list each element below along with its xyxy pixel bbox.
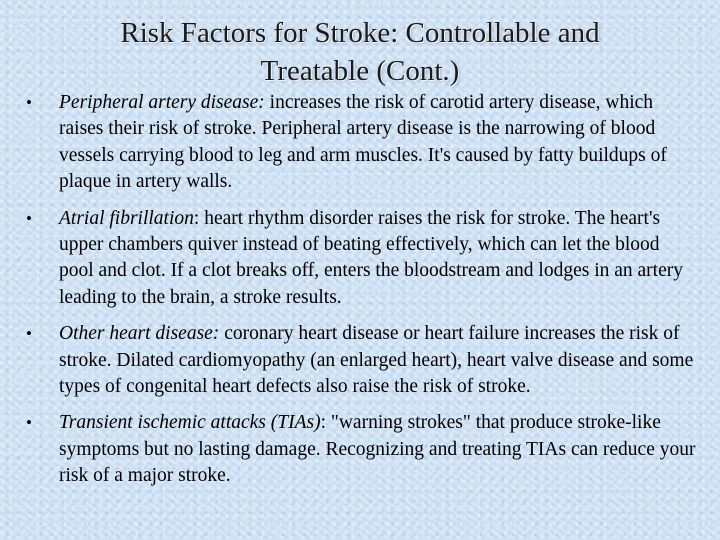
bullet-text: increases the risk of carotid artery disease, which raises their risk of stroke. Peripheral artery disease is the narrowing of blood vessels carrying blood to leg and arm muscles. It's caused by fatty buildups of plaque in artery walls. xyxy=(59,92,667,193)
bullet-text: : heart rhythm disorder raises the risk for stroke. The heart's upper chambers quiver instead of beating effectively, which can let the blood pool and clot. If a clot breaks off, enters the bloodstream and lodges in an artery leading to the brain, a stroke results. xyxy=(59,207,683,308)
bullet-term: Peripheral artery disease: xyxy=(59,92,265,113)
bullet-icon: • xyxy=(26,324,32,344)
bullet-text: : "warning strokes" that produce stroke-like symptoms but no lasting damage. Recognizing and treating TIAs can reduce your risk of a major stroke. xyxy=(59,412,696,487)
bullet-item-transient-ischemic-attacks xyxy=(26,410,696,489)
bullet-icon: • xyxy=(26,208,32,228)
bullet-text: coronary heart disease or heart failure increases the risk of stroke. Dilated cardiomyopathy (an enlarged heart), heart valve disease and some types of congenital heart defects also raise the risk of stroke. xyxy=(59,323,694,398)
bullet-icon: • xyxy=(26,413,32,433)
bullet-icon: • xyxy=(26,93,32,112)
bullet-item-atrial-fibrillation xyxy=(26,206,696,312)
bullet-term: Atrial fibrillation xyxy=(59,207,194,229)
bullet-item-other-heart-disease xyxy=(26,321,696,400)
bullet-term: Transient ischemic attacks (TIAs) xyxy=(59,412,321,434)
bullet-list xyxy=(26,90,696,500)
slide-title xyxy=(40,14,680,90)
slide-title-line-1: Risk Factors for Stroke: Controllable and xyxy=(120,17,600,49)
slide-title-line-2: Treatable (Cont.) xyxy=(260,55,460,87)
bullet-item-peripheral-artery-disease xyxy=(26,90,696,196)
bullet-term: Other heart disease: xyxy=(59,323,220,345)
